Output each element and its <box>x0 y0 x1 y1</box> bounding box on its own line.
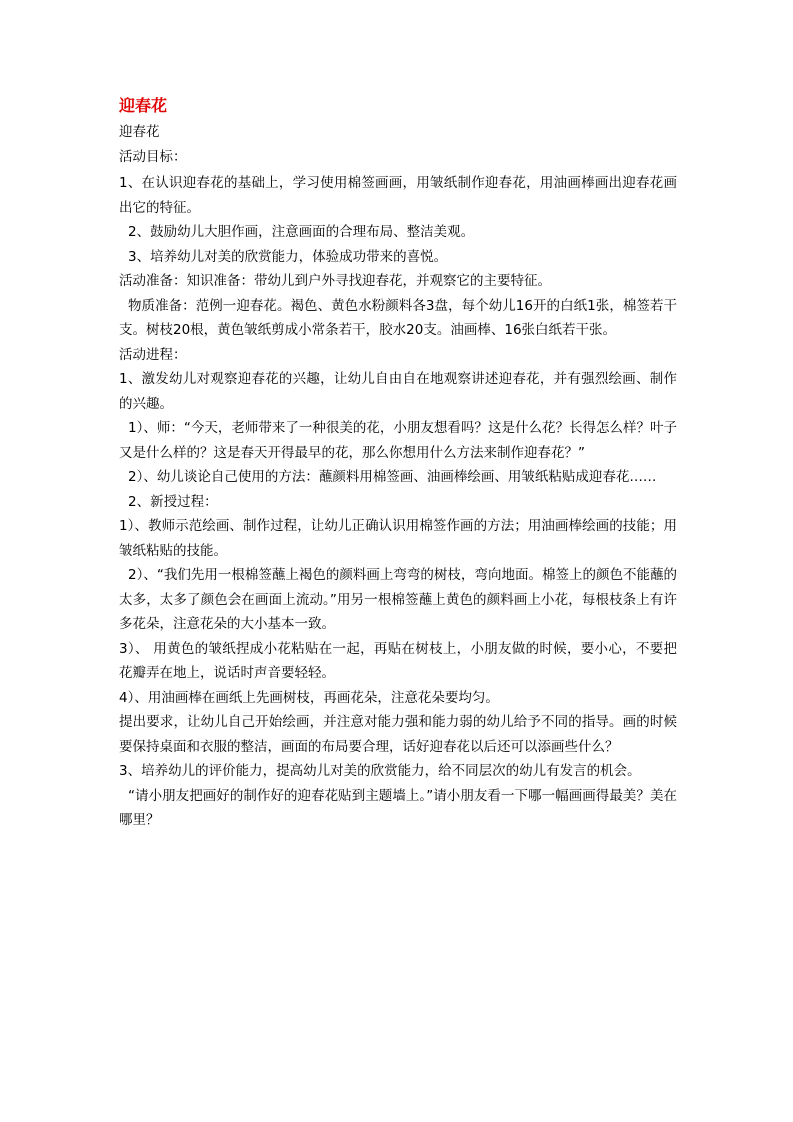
process-step-2-3: 3）、 用黄色的皱纸捏成小花粘贴在一起，再贴在树枝上，小朋友做的时候，要小心，不要把花瓣弄在地上，说话时声音要轻轻。 <box>119 640 677 681</box>
document-title: 迎春花 <box>119 96 168 115</box>
goal-1: 1、在认识迎春花的基础上，学习使用棉签画画，用皱纸制作迎春花，用油画棒画出迎春花画出它的特征。 <box>119 175 677 216</box>
goal-2: 2、鼓励幼儿大胆作画，注意画面的合理布局、整洁美观。 <box>128 224 475 240</box>
process-step-1-1: 1）、师：“今天，老师带来了一种很美的花，小朋友想看吗？这是什么花？长得怎么样？叶子又是什么样的？这是春天开得最早的花，那么你想用什么方法来制作迎春花？” <box>119 420 677 461</box>
process-step-1: 1、激发幼儿对观察迎春花的兴趣，让幼儿自由自在地观察讲述迎春花，并有强烈绘画、制作的兴趣。 <box>119 371 677 412</box>
process-step-2-2: 2）、“我们先用一根棉签蘸上褐色的颜料画上弯弯的树枝，弯向地面。棉签上的颜色不能蘸的太多，太多了颜色会在画面上流动。”用另一根棉签蘸上黄色的颜料画上小花，每根枝条上有许多花朵，注意花朵的大小基本一致。 <box>119 567 677 632</box>
process-step-2-1: 1）、教师示范绘画、制作过程，让幼儿正确认识用棉签作画的方法；用油画棒绘画的技能；用皱纸粘贴的技能。 <box>119 518 677 559</box>
process-step-2-4: 4）、用油画棒在画纸上先画树枝，再画花朵，注意花朵要均匀。 <box>119 689 499 706</box>
preparation-knowledge: 活动准备：知识准备：带幼儿到户外寻找迎春花，并观察它的主要特征。 <box>119 273 551 289</box>
subtitle: 迎春花 <box>119 124 160 140</box>
requirements: 提出要求，让幼儿自己开始绘画，并注意对能力强和能力弱的幼儿给予不同的指导。画的时候要保持桌面和衣服的整洁，画面的布局要合理，话好迎春花以后还可以添画些什么？ <box>119 714 677 755</box>
document-page <box>119 96 677 833</box>
process-step-3: 3、培养幼儿的评价能力，提高幼儿对美的欣赏能力，给不同层次的幼儿有发言的机会。 <box>119 763 641 779</box>
process-step-1-2: 2）、幼儿谈论自己使用的方法：蘸颜料用棉签画、油画棒绘画、用皱纸粘贴成迎春花…… <box>128 469 657 485</box>
section-heading-process: 活动进程： <box>119 346 187 363</box>
closing-quote: “请小朋友把画好的制作好的迎春花贴到主题墙上。”请小朋友看一下哪一幅画画得最美？美在哪里？ <box>119 787 677 828</box>
preparation-materials: 物质准备：范例一迎春花。褐色、黄色水粉颜料各3盘，每个幼儿16开的白纸1张，棉签若干支。树枝20根，黄色皱纸剪成小常条若干，胶水20支。油画棒、16张白纸若干张。 <box>119 297 677 338</box>
goal-3: 3、培养幼儿对美的欣赏能力，体验成功带来的喜悦。 <box>128 248 448 265</box>
process-step-2: 2、新授过程： <box>128 493 218 510</box>
section-heading-goals: 活动目标： <box>119 148 187 165</box>
